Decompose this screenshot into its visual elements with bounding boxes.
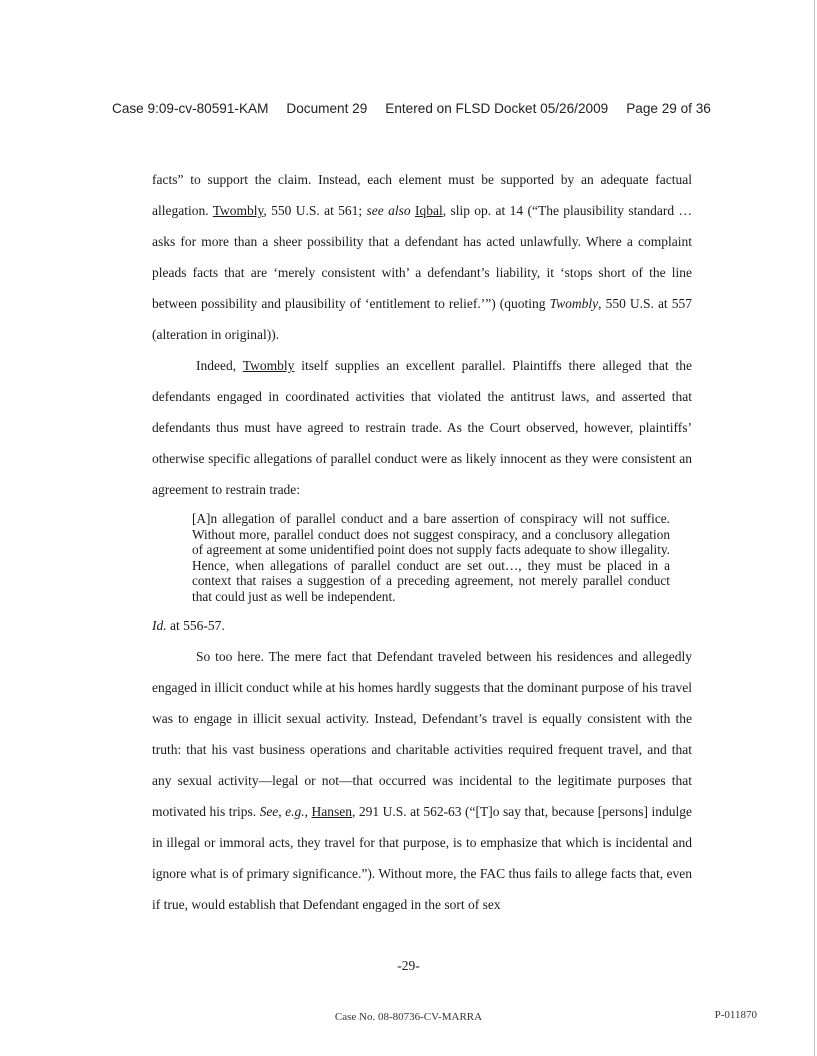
page-edge-line <box>814 0 815 1056</box>
text-run: facts” to support the claim. Instead, each element must be supported by an adequate factual allegation. <box>152 172 692 218</box>
text-run: , 550 U.S. at 561; <box>263 203 367 218</box>
text-run: , 550 U.S. at 557 (alteration in original)). <box>152 296 692 342</box>
case-name-twombly: Twombly <box>242 358 295 373</box>
page-number: -29- <box>397 958 420 973</box>
case-name-twombly: Twombly <box>212 203 264 218</box>
text-run: So too here. The mere fact that Defendant traveled between his residences and allegedly engaged in illicit conduct while at his homes hardly suggests that the dominant purpose of his travel was to engage in illicit sexual activity. Instead, Defendant’s travel is equally consistent with the truth: that his vast business operations and charitable activities required frequent travel, and that any sexual activity—legal or not—that occurred was incidental to the legitimate purposes that motivated his trips. <box>152 649 692 819</box>
header-entered: Entered on FLSD Docket 05/26/2009 <box>385 101 609 116</box>
citation-line <box>152 610 692 641</box>
paragraph-2 <box>152 350 692 505</box>
header-page: Page 29 of 36 <box>626 101 711 116</box>
paragraph-1 <box>152 164 692 350</box>
block-quote: [A]n allegation of parallel conduct and a bare assertion of conspiracy will not suffice. Without more, parallel conduct does not suggest conspiracy, and a conclusory allegation of agreement at some unidentified point does not supply facts adequate to show illegality. Hence, when allegations of parallel conduct are set out…, they must be placed in a context that raises a suggestion of a preceding agreement, not merely parallel conduct that could just as well be independent. <box>192 511 670 604</box>
citation-id: Id. <box>152 618 167 633</box>
signal-see-eg: See, e.g. <box>259 804 305 819</box>
footer-case-number: Case No. 08-80736-CV-MARRA <box>334 1011 483 1023</box>
signal-see-also: see also <box>366 203 411 218</box>
header-case-number: Case 9:09-cv-80591-KAM <box>112 101 269 116</box>
text-run: itself supplies an excellent parallel. Plaintiffs there alleged that the defendants engaged in coordinated activities that violated the antitrust laws, and asserted that defendants thus must have agreed to restrain trade. As the Court observed, however, plaintiffs’ otherwise specific allegations of parallel conduct were as likely innocent as they were consistent an agreement to restrain trade: <box>152 358 692 497</box>
case-name-hansen: Hansen <box>311 804 353 819</box>
paragraph-3 <box>152 641 692 920</box>
header-document: Document 29 <box>286 101 368 116</box>
case-name-twombly-italic: Twombly <box>549 296 599 311</box>
bates-number: P-011870 <box>714 1009 757 1021</box>
text-run: , slip op. at 14 (“The plausibility standard … asks for more than a sheer possibility that a defendant has acted unlawfully. Where a complaint pleads facts that are ‘merely consistent with’ a defendant’s liability, it ‘stops short of the line between possibility and plausibility of ‘entitlement to relief.’”) (quoting <box>152 203 692 311</box>
text-run: Indeed, <box>196 358 243 373</box>
text-run: , <box>304 804 312 819</box>
citation-pages: at 556-57. <box>166 618 225 633</box>
case-name-iqbal: Iqbal <box>414 203 443 218</box>
docket-header <box>112 101 752 116</box>
text-run: , 291 U.S. at 562-63 (“[T]o say that, because [persons] indulge in illegal or immoral acts, they travel for that purpose, is to emphasize that which is incidental and ignore what is of primary significance.”). Without more, the FAC thus fails to allege facts that, even if true, would establish that Defendant engaged in the sort of sex <box>152 804 692 912</box>
document-body <box>152 164 692 920</box>
